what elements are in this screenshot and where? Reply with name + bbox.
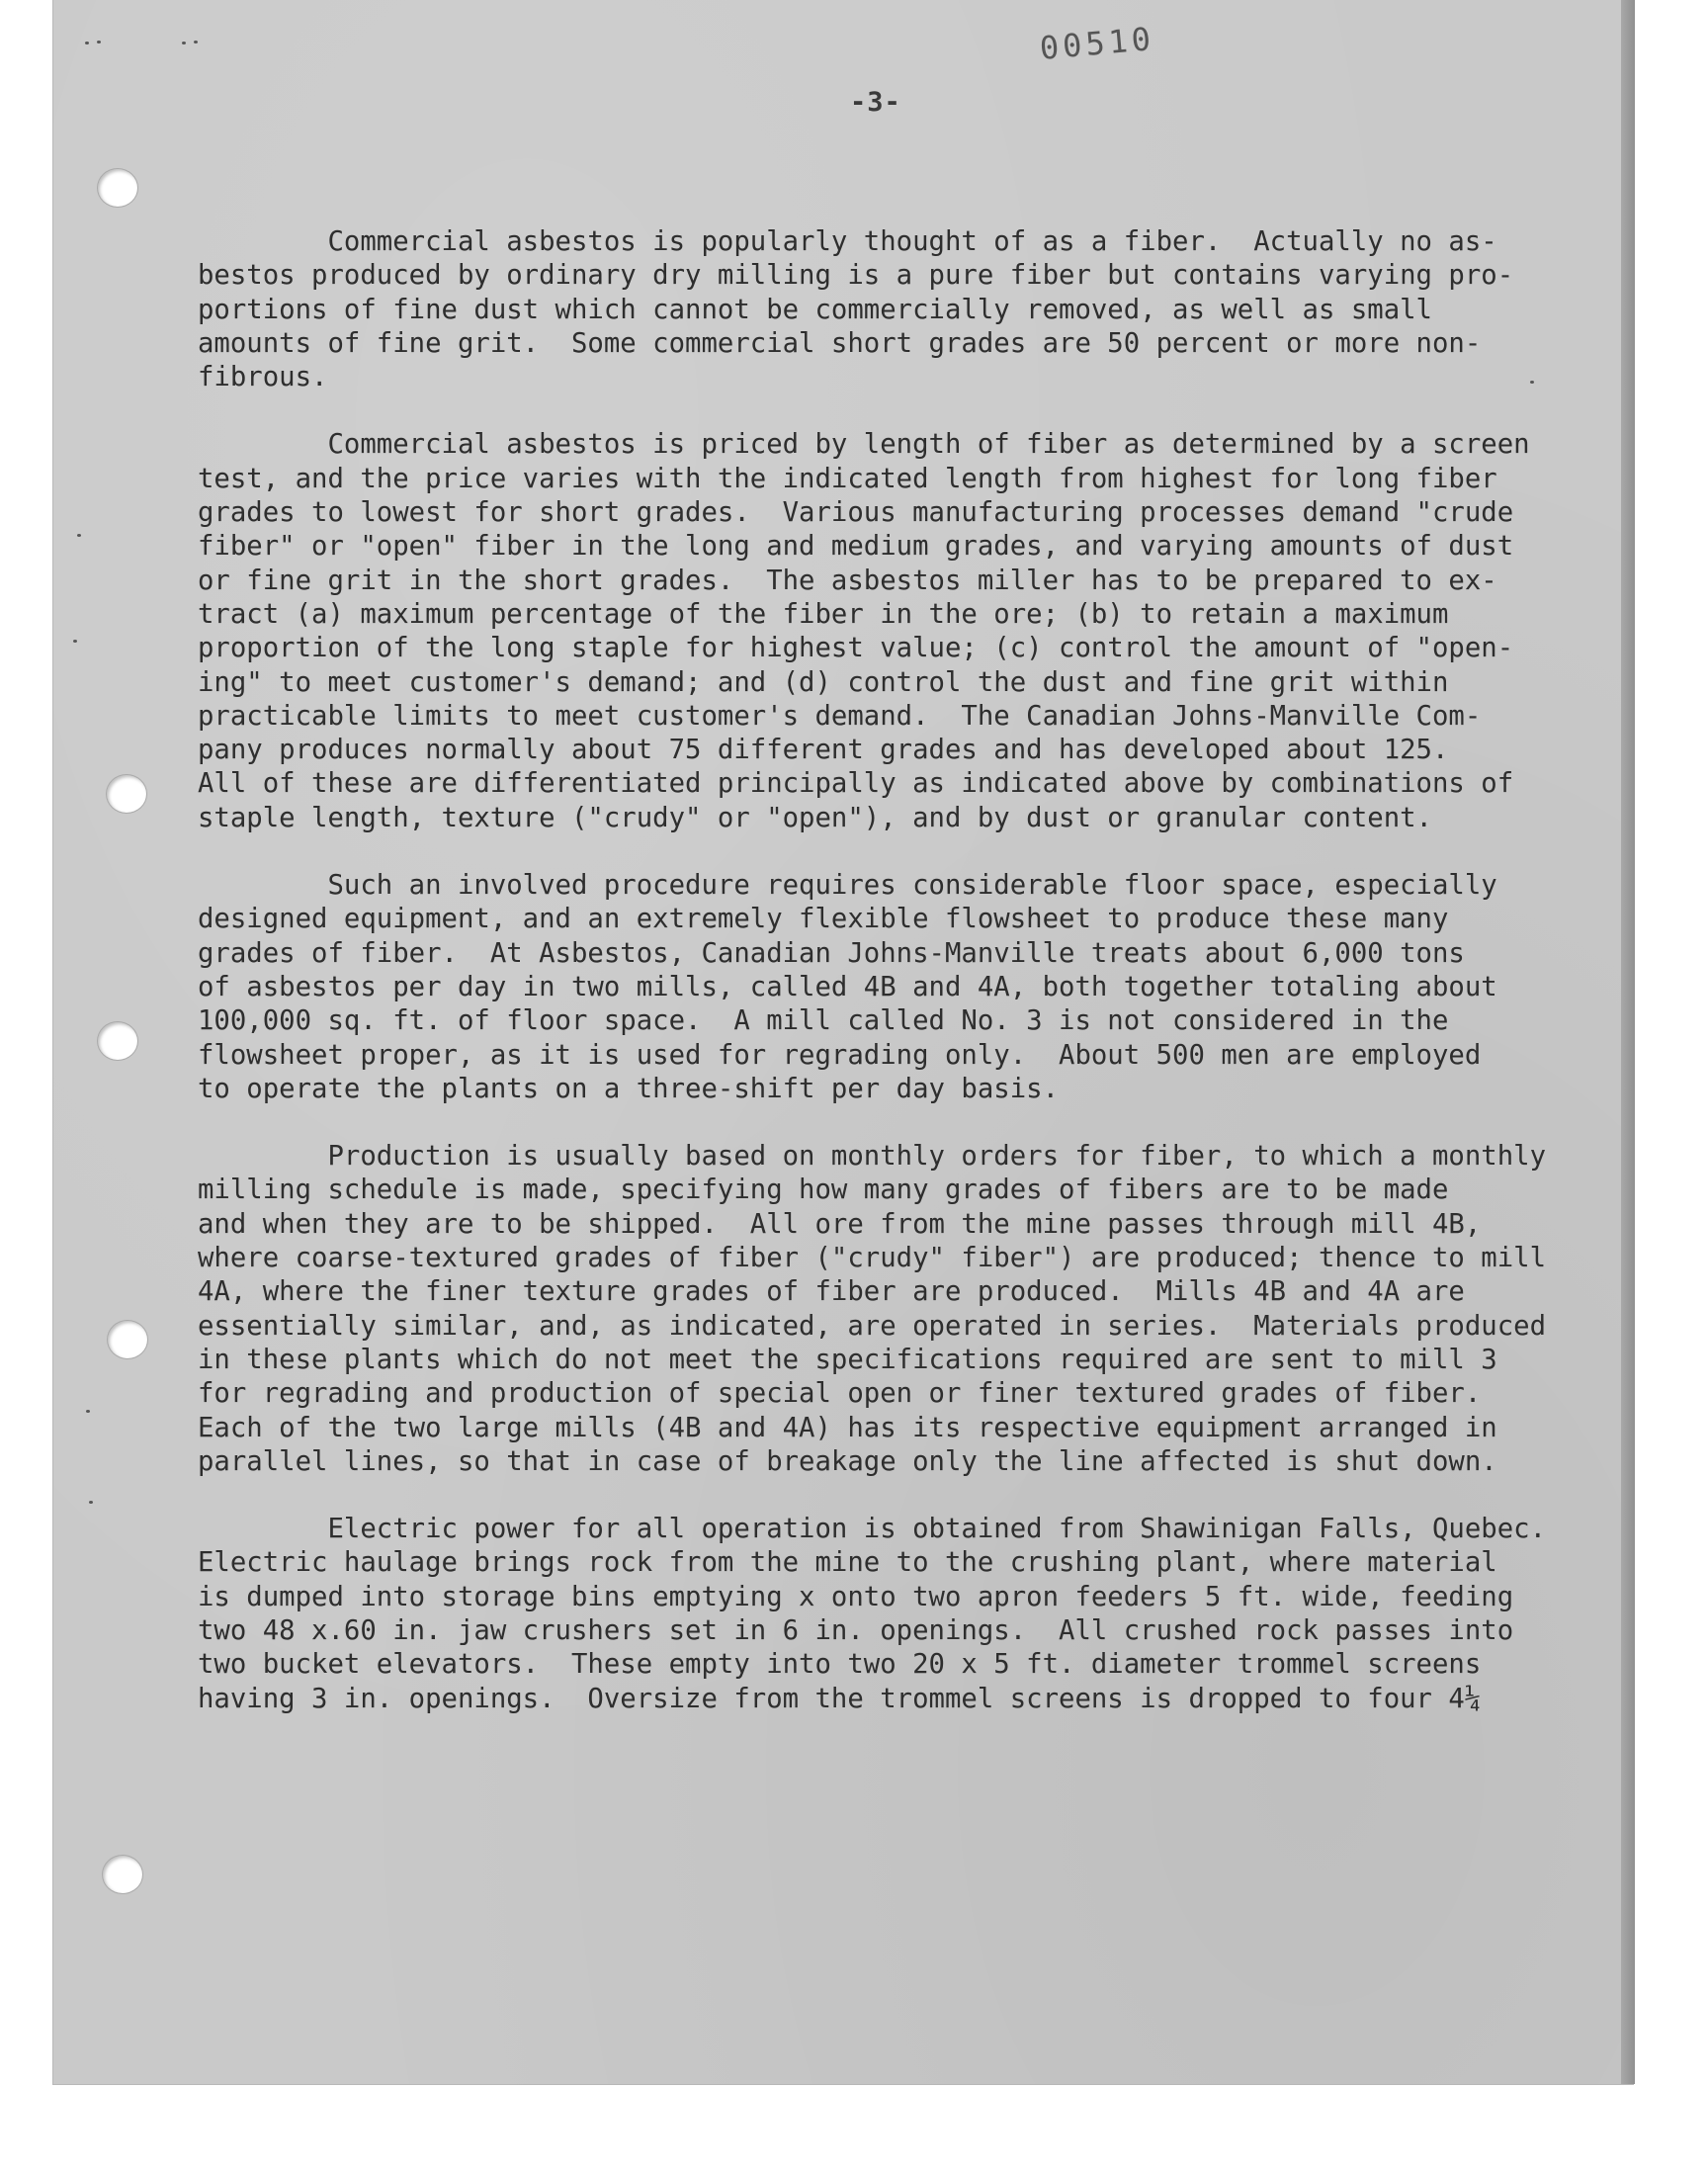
text-line: to operate the plants on a three-shift per day basis.: [198, 1073, 1060, 1104]
punch-hole: [98, 169, 137, 207]
text-line: All of these are differentiated principally as indicated above by combinations of: [198, 768, 1514, 800]
scan-speck: [73, 640, 77, 643]
text-line: for regrading and production of special open or finer textured grades of fiber.: [198, 1378, 1482, 1410]
text-line: or fine grit in the short grades. The asbestos miller has to be prepared to ex-: [198, 565, 1497, 596]
text-line: parallel lines, so that in case of breakage only the line affected is shut down.: [198, 1445, 1497, 1477]
text-line: essentially similar, and, as indicated, are operated in series. Materials produced: [198, 1310, 1547, 1342]
text-line: two bucket elevators. These empty into two 20 x 5 ft. diameter trommel screens: [198, 1649, 1482, 1681]
text-line: portions of fine dust which cannot be commercially removed, as well as small: [198, 294, 1432, 325]
scan-speck: [85, 42, 89, 44]
text-line: Such an involved procedure requires considerable floor space, especially: [198, 870, 1497, 902]
text-line: proportion of the long staple for highest value; (c) control the amount of "open-: [198, 633, 1514, 664]
text-line: Electric power for all operation is obtained from Shawinigan Falls, Quebec.: [198, 1514, 1547, 1545]
paragraph-fiber-definition: [198, 225, 1581, 394]
text-line: tract (a) maximum percentage of the fiber in the ore; (b) to retain a maximum: [198, 598, 1449, 630]
text-line: amounts of fine grit. Some commercial short grades are 50 percent or more non-: [198, 327, 1482, 359]
text-line: ing" to meet customer's demand; and (d) control the dust and fine grit within: [198, 666, 1449, 698]
body-text: [198, 225, 1581, 1750]
scan-speck: [89, 1501, 93, 1504]
text-line: of asbestos per day in two mills, called 4B and 4A, both together totaling about: [198, 971, 1497, 1002]
text-line: Production is usually based on monthly orders for fiber, to which a monthly: [198, 1141, 1547, 1173]
page-number: -3-: [850, 87, 901, 118]
text-line: grades of fiber. At Asbestos, Canadian Johns-Manville treats about 6,000 tons: [198, 937, 1465, 969]
text-line: pany produces normally about 75 different grades and has developed about 125.: [198, 735, 1449, 766]
page-edge-shadow: [1621, 0, 1635, 2084]
punch-hole: [107, 775, 146, 813]
text-line: is dumped into storage bins emptying x onto two apron feeders 5 ft. wide, feeding: [198, 1581, 1514, 1612]
text-line: 4A, where the finer texture grades of fiber are produced. Mills 4B and 4A are: [198, 1276, 1465, 1308]
punch-hole: [108, 1321, 147, 1358]
paragraph-electric-power-crushing: [198, 1513, 1581, 1716]
text-line: in these plants which do not meet the specifications required are sent to mill 3: [198, 1344, 1497, 1375]
paragraph-mills-floor-space: [198, 869, 1581, 1106]
text-line: where coarse-textured grades of fiber ("crudy" fiber") are produced; thence to mill: [198, 1243, 1547, 1274]
scan-speck: [77, 534, 81, 537]
text-line: Commercial asbestos is priced by length of fiber as determined by a screen: [198, 429, 1530, 461]
text-line: and when they are to be shipped. All ore from the mine passes through mill 4B,: [198, 1208, 1482, 1240]
text-line: test, and the price varies with the indicated length from highest for long fiber: [198, 463, 1497, 494]
text-line: milling schedule is made, specifying how many grades of fibers are to be made: [198, 1174, 1449, 1206]
text-line: Commercial asbestos is popularly thought of as a fiber. Actually no as-: [198, 226, 1497, 257]
text-line: grades to lowest for short grades. Various manufacturing processes demand "crude: [198, 497, 1514, 529]
scan-speck: [194, 41, 198, 44]
text-line: having 3 in. openings. Oversize from the trommel screens is dropped to four 4¼: [198, 1683, 1482, 1714]
text-line: Each of the two large mills (4B and 4A) has its respective equipment arranged in: [198, 1412, 1497, 1443]
punch-hole: [98, 1022, 137, 1060]
scan-speck: [182, 42, 186, 44]
text-line: fibrous.: [198, 362, 328, 393]
text-line: Electric haulage brings rock from the mine to the crushing plant, where material: [198, 1547, 1497, 1579]
scan-speck: [86, 1410, 90, 1413]
text-line: bestos produced by ordinary dry milling is a pure fiber but contains varying pro-: [198, 260, 1514, 292]
scan-speck: [97, 41, 101, 44]
paragraph-production-schedule: [198, 1140, 1581, 1479]
text-line: practicable limits to meet customer's demand. The Canadian Johns-Manville Com-: [198, 700, 1482, 732]
text-line: 100,000 sq. ft. of floor space. A mill called No. 3 is not considered in the: [198, 1005, 1449, 1037]
text-line: designed equipment, and an extremely flexible flowsheet to produce these many: [198, 904, 1449, 935]
text-line: staple length, texture ("crudy" or "open"), and by dust or granular content.: [198, 802, 1432, 833]
text-line: fiber" or "open" fiber in the long and medium grades, and varying amounts of dust: [198, 531, 1514, 563]
document-stamp-number: 00510: [1038, 19, 1156, 67]
paragraph-pricing-grades: [198, 428, 1581, 835]
text-line: two 48 x.60 in. jaw crushers set in 6 in. openings. All crushed rock passes into: [198, 1614, 1514, 1646]
text-line: flowsheet proper, as it is used for regrading only. About 500 men are employed: [198, 1039, 1482, 1071]
punch-hole: [103, 1856, 142, 1893]
